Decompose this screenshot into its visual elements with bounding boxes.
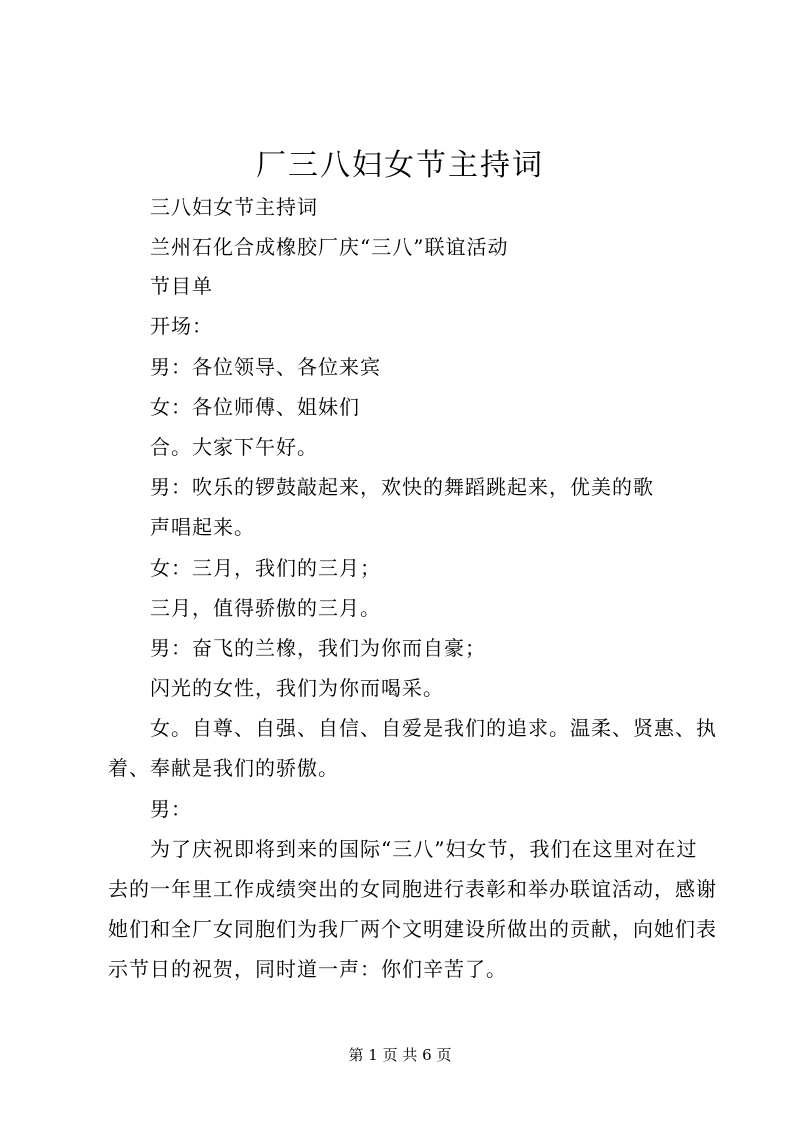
text-line: 男：吹乐的锣鼓敲起来，欢快的舞蹈跳起来，优美的歌 <box>150 475 654 499</box>
text-line: 女：各位师傅、姐妹们 <box>150 395 360 419</box>
text-line: 男： <box>150 797 192 821</box>
text-line: 男：各位领导、各位来宾 <box>150 355 381 379</box>
document-title: 厂三八妇女节主持词 <box>256 148 544 183</box>
text-line: 合。大家下午好。 <box>150 435 318 459</box>
text-line: 兰州石化合成橡胶厂庆“三八”联谊活动 <box>150 235 509 259</box>
text-line: 节目单 <box>150 274 213 298</box>
text-line: 三月，值得骄傲的三月。 <box>150 596 381 620</box>
paragraph: 为了庆祝即将到来的国际“三八”妇女节，我们在这里对在过去的一年里工作成绩突出的女同胞进行表彰和举办联谊活动，感谢她们和全厂女同胞们为我厂两个文明建设所做出的贡献，向她们表示节日的祝贺，同时道一声：你们辛苦了。 <box>108 837 717 981</box>
text-line: 三八妇女节主持词 <box>150 195 318 219</box>
text-line: 开场： <box>150 314 213 338</box>
page-footer: 第 1 页 共 6 页 <box>348 1046 452 1064</box>
text-line: 男：奋飞的兰橡，我们为你而自豪； <box>150 636 486 660</box>
text-line: 女：三月，我们的三月； <box>150 556 381 580</box>
paragraph: 女。自尊、自强、自信、自爱是我们的追求。温柔、贤惠、执着、奉献是我们的骄傲。 <box>108 716 717 780</box>
text-line: 闪光的女性，我们为你而喝采。 <box>150 676 444 700</box>
text-line: 声唱起来。 <box>150 515 255 539</box>
